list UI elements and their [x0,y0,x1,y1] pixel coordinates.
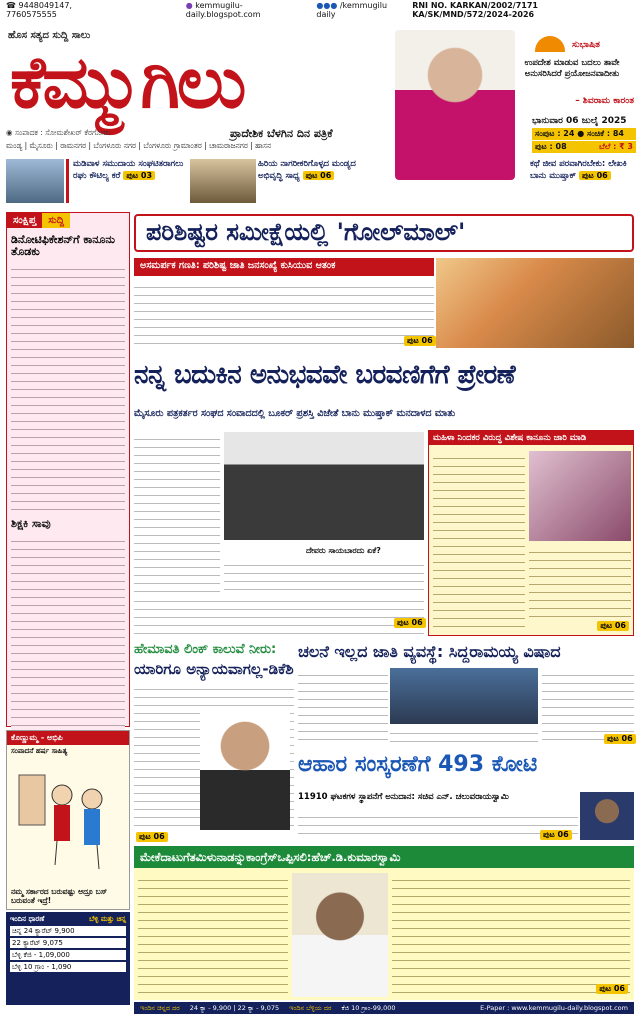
footer-bar [134,1002,634,1014]
cartoon-figures-icon [17,765,117,875]
footer-silver-label: ಇಂದಿನ ಬೆಳ್ಳಿಯ ದರ [289,1003,332,1012]
cartoon-title: ಕೊಣ್ಣುಮ್ಮ - ಅಭಿಪಿ [7,731,129,745]
cities-line: ಮಂಡ್ಯ | ಮೈಸೂರು | ರಾಮನಗರ | ಬೆಂಗಳೂರು ನಗರ | ಬೆಂಗಳೂರು ಗ್ರಾಮಾಂತರ | ಚಾಮರಾಜನಗರ | ಹಾಸನ [6,141,272,150]
quote-label: ಸುಭಾಷಿತ [572,40,600,50]
side-story-box [428,430,634,636]
story5-headline[interactable]: ಆಹಾರ ಸಂಸ್ಕರಣೆಗೆ 493 ಕೋಟಿ [298,752,538,777]
teaser-3-page: ಪುಟ 06 [579,171,611,180]
story3-kicker: ಹೇಮಾವತಿ ಲಿಂಕ್ ಕಾಲುವೆ ನೀರು: [134,642,277,657]
story4-body-left [298,668,388,746]
teaser-1-text: ಮಡಿವಾಳ ಸಮುದಾಯ ಸಂಘಟಿತರಾಗಲು ರಘು ಕೌಟಿಲ್ಯ ಕರೆ [73,159,184,181]
lead-photo [436,258,634,348]
teaser-3-text: ಕಥೆ ಜೀವ ಪರವಾಗಿರಬೇಕು: ಲೇಖಕಿ ಬಾನು ಮುಷ್ತಾಕ್ [530,159,627,181]
teaser-1-page: ಪುಟ 03 [123,171,155,180]
teaser-2-page: ಪುಟ 06 [303,171,335,180]
side-story-page-ref[interactable]: ಪುಟ 06 [597,621,629,631]
price-row: ಬೆಳ್ಳಿ 10 ಗ್ರಾಂ - 1,090 [10,962,126,972]
lead-headline[interactable]: ಪರಿಶಿಷ್ಟರ ಸಮೀಕ್ಷೆಯಲ್ಲಿ 'ಗೋಲ್‌ಮಾಲ್' [134,214,634,252]
cartoon-caption: ನಮ್ಮ ಸರ್ಕಾರದ ಬರುವಷ್ಟು ಆದ್ರೂ ಬಸ್ ಬರುವಂತೆ ಇದ್ರೆ! [11,887,108,905]
story4-headline[interactable]: ಚಲನೆ ಇಲ್ಲದ ಜಾತಿ ವ್ಯವಸ್ಥೆ: ಸಿದ್ದರಾಮಯ್ಯ ವಿಷಾದ [298,642,561,661]
story5-body [298,810,578,840]
brief-story-1-title[interactable]: ಡಿನೋಟಿಫಿಕೇಶನ್‌ಗೆ ಕಾನೂನು ತೊಡಕು [11,233,115,259]
teaser-photo-2 [190,159,256,203]
story2-subhead: ದೇವರು ಸಾಯಬಾರದು ಏಕೆ? [306,546,381,555]
issue-pages-price [532,141,636,153]
teaser-photo-1 [6,159,64,203]
cartoon-subtitle: ಸಂಪಾದನೆ ಹರ್ಷ ಸಾಹಿತ್ಯ [11,747,68,755]
sun-icon [535,36,565,52]
story5-page-ref[interactable]: ಪುಟ 06 [540,830,572,840]
teaser-3[interactable] [530,159,634,203]
price-row: 22 ಕ್ಯಾರೆಟ್ 9,075 [10,938,126,948]
side-story-photo [529,451,631,541]
social-icons: ●●● [316,1,340,10]
quote-box [510,28,636,108]
story2-page-ref[interactable]: ಪುಟ 06 [394,618,426,628]
footer-silver-rates: ಕೆಜಿ 10 ಗ್ರಾಂ-99,000 [341,1003,396,1012]
teaser-2[interactable] [258,159,368,203]
footer-gold-rates: 24 ಕ್ಯಾ - 9,900 | 22 ಕ್ಯಾ - 9,075 [189,1003,280,1012]
story4-photo [390,668,538,724]
side-story-body-2 [529,545,631,621]
story6-photo [292,873,388,997]
teaser-strip [0,155,640,207]
blog-link[interactable]: ● kemmugilu-daily.blogspot.com [185,1,261,19]
story3-headline[interactable]: ಯಾರಿಗೂ ಅನ್ಯಾಯವಾಗಲ್ಲ-ಡಿಕೆಶಿ [134,660,294,678]
story6-box [134,846,634,1000]
story6-body-1 [138,873,288,997]
lead-subheadline: ಅಸಮರ್ಪಕ ಗಣತಿ: ಪರಿಶಿಷ್ಟ ಜಾತಿ ಜನಸಂಖ್ಯೆ ಕುಸಿಯುವ ಆತಂಕ [134,258,434,276]
prices-box [6,912,130,1005]
editor-icon: ◉ [6,128,15,137]
story2-photo [224,432,424,540]
quote-text: ಉಪದೇಶ ಮಾಡುವ ಬದಲು ತಾವೇ ಅನುಸರಿಸಿದರೆ ಪ್ರಯೋಜನವಾದೀತು [524,58,620,79]
story2-body-bottom [134,594,424,634]
price-row: ಬೆಳ್ಳಿ ಕೆಜಿ - 1,09,000 [10,950,126,960]
lead-body [134,280,434,348]
issue-price: ಬೆಲೆ : ₹ 3 [599,142,633,151]
brief-story-2-body [11,534,125,739]
story2-headline[interactable]: ನನ್ನ ಬದುಕಿನ ಅನುಭವವೇ ಬರವಣಿಗೆಗೆ ಪ್ರೇರಣೆ [134,360,516,390]
side-story-body [433,451,525,631]
story6-headline[interactable]: ಮೇಕೆದಾಟುಗೆತಮಿಳುನಾಡನ್ನುಕಾಂಗ್ರೆಸ್‌ಒಪ್ಪಿಸಲಿ:ಹೆಚ್.ಡಿ.ಕುಮಾರಸ್ವಾಮಿ [134,847,634,868]
story2-body-left [134,432,220,592]
story3-photo [200,710,290,830]
newspaper-subtitle: ಪ್ರಾದೇಶಿಕ ಬೆಳಗಿನ ದಿನ ಪತ್ರಿಕೆ [230,127,333,140]
phone-numbers: ☎ 9448049147, 7760575555 [6,1,72,19]
quote-author: – ಶಿವರಾಮ ಕಾರಂತ [575,96,634,106]
prices-title [10,914,126,924]
story5-subheadline: 11910 ಘಟಕಗಳ ಸ್ಥಾಪನೆಗೆ ಅನುದಾನ: ಸಚಿವ ಎನ್. ಚಲುವರಾಯಸ್ವಾಮಿ [298,792,509,802]
sidebar-header [7,213,129,228]
issue-pages: ಪುಟ : 08 [535,142,567,151]
story6-page-ref[interactable]: ಪುಟ 06 [596,984,628,994]
issue-volume: ಸಂಪುಟ : 24 ● ಸಂಚಿಕೆ : 84 [532,128,636,140]
social-handle[interactable]: ●●● /kemmugilu daily [316,1,388,19]
footer-epaper-link[interactable]: E-Paper : www.kemmugilu-daily.blogspot.com [480,1004,628,1012]
story2-body-right [224,558,424,592]
sidebar-header-2: ಸುದ್ದಿ [42,213,70,228]
phone-icon: ☎ [6,1,19,10]
top-bar [0,0,640,20]
footer-gold-label: ಇಂದಿನ ಚಿನ್ನದ ದರ [140,1003,180,1012]
editor-line: ◉ ಸಂಪಾದಕ : ಸೋಮಶೇಖರ್ ಕೆರಗೋಡು [6,128,111,137]
teaser-2-text: ಹಿರಿಯ ನಾಗರೀಕರಿಗೊಳ್ಳದ ಮಂಡ್ಯದ ಅಭಿವೃದ್ಧಿ ಸಾಧ್ಯ [258,159,356,181]
issue-date: ಭಾನುವಾರ 06 ಜುಲೈ 2025 [532,116,627,126]
side-story-title[interactable]: ಮಹಿಳಾ ನಿಂದಕರ ವಿರುದ್ಧ ವಿಶೇಷ ಕಾನೂನು ಜಾರಿ ಮಾಡಿ [429,431,633,445]
globe-icon: ● [185,1,196,10]
brief-story-1-body [11,262,125,512]
prices-title-text: ಇಂದಿನ ಧಾರಣೆ [10,915,45,923]
story5-photo [580,792,634,840]
story2-subheadline: ಮೈಸೂರು ಪತ್ರಕರ್ತರ ಸಂಘದ ಸಂವಾದದಲ್ಲಿ ಬೂಕರ್ ಪ್ರಶಸ್ತಿ ವಿಜೇತೆ ಬಾನು ಮುಷ್ತಾಕ್ ಮನದಾಳದ ಮಾತು [134,408,456,419]
prices-subtitle: ಬೆಳ್ಳಿ ಮತ್ತು ಚಿನ್ನ [89,915,126,923]
sidebar-header-1: ಸಂಕ್ಷಿಪ್ತ [7,213,42,228]
rni-number: RNI NO. KARKAN/2002/7171 KA/SK/MND/572/2024-2026 [412,1,538,19]
teaser-1[interactable] [66,159,186,203]
lead-page-ref[interactable]: ಪುಟ 06 [404,336,436,346]
cartoon-drawing [17,765,117,875]
tagline: ಹೊಸ ಸತ್ಯದ ಸುದ್ದಿ ಸಾಲು [8,30,91,41]
newspaper-title: ಕೆಮ್ಮುಗಿಲು [10,39,244,124]
story4-page-ref[interactable]: ಪುಟ 06 [604,734,636,744]
story3-page-ref[interactable]: ಪುಟ 06 [136,832,168,842]
story4-body-bottom [390,726,538,746]
brief-story-2-title[interactable]: ಶಿಕ್ಷಕಿ ಸಾವು [11,517,51,531]
brief-news-sidebar [6,212,130,727]
story6-body-2 [392,873,630,997]
price-row: ಚಿನ್ನ 24 ಕ್ಯಾರೆಟ್ 9,900 [10,926,126,936]
cartoon-box [6,730,130,910]
